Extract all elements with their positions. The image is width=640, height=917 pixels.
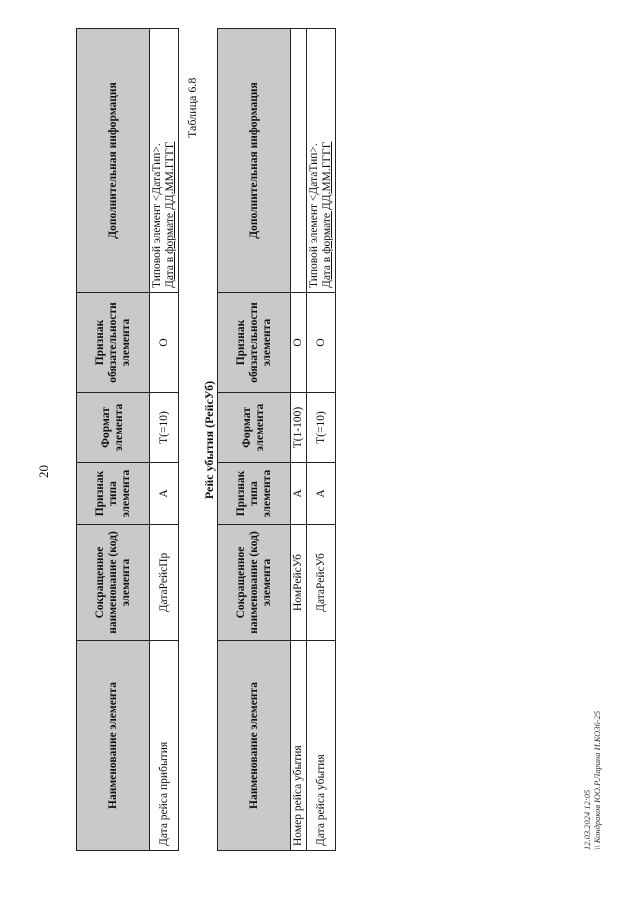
cell-info [291,29,307,293]
document-page [10,18,630,898]
header-name: Наименование элемента [218,641,291,851]
cell-type: А [150,463,179,525]
header-type: Признак типа элемента [77,463,150,525]
header-code: Сокращенное наименование (код) элемента [77,525,150,641]
table-title: Рейс убытия (РейсУб) [202,380,216,500]
cell-format: T(=10) [150,393,179,463]
cell-info [307,29,336,293]
table-header-row [218,29,291,851]
cell-info [150,29,179,293]
page-number: 20 [36,465,51,478]
header-required: Признак обязательности элемента [77,293,150,393]
header-required: Признак обязательности элемента [218,293,291,393]
table-row [150,29,179,851]
table-header-row [77,29,150,851]
info-line-1: Типовой элемент <ДатаТип>. [308,143,320,288]
info-line-2: Дата в формате ДД.ММ.ГГГГ [321,141,333,288]
header-type: Признак типа элемента [218,463,291,525]
cell-code: ДатаРейсПр [150,525,179,641]
cell-type: А [291,463,307,525]
print-stamp [582,711,602,850]
cell-required: О [291,293,307,393]
cell-name: Дата рейса убытия [307,641,336,851]
header-code: Сокращенное наименование (код) элемента [218,525,291,641]
cell-format: T(1-100) [291,393,307,463]
header-info: Дополнительная информация [77,29,150,293]
table-row [307,29,336,851]
header-name: Наименование элемента [77,641,150,851]
table-label: Таблица 6.8 [185,77,199,138]
cell-format: T(=10) [307,393,336,463]
table-row [291,29,307,851]
cell-required: О [307,293,336,393]
cell-type: А [307,463,336,525]
header-format: Формат элемента [77,393,150,463]
elements-table-departure [217,28,336,851]
cell-name: Дата рейса прибытия [150,641,179,851]
cell-required: О [150,293,179,393]
header-format: Формат элемента [218,393,291,463]
cell-name: Номер рейса убытия [291,641,307,851]
info-line-2: Дата в формате ДД.ММ.ГГГГ [164,141,176,288]
cell-code: ДатаРейсУб [307,525,336,641]
info-line-1: Типовой элемент <ДатаТип>. [151,143,163,288]
header-info: Дополнительная информация [218,29,291,293]
stamp-author: \\ Кондраков ЮО.Р.Ларина И.КО36-25 [592,710,602,850]
elements-table-arrival [76,28,179,851]
stamp-date: 12.03.2024 12:05 [582,789,592,850]
cell-code: НомРейсУб [291,525,307,641]
